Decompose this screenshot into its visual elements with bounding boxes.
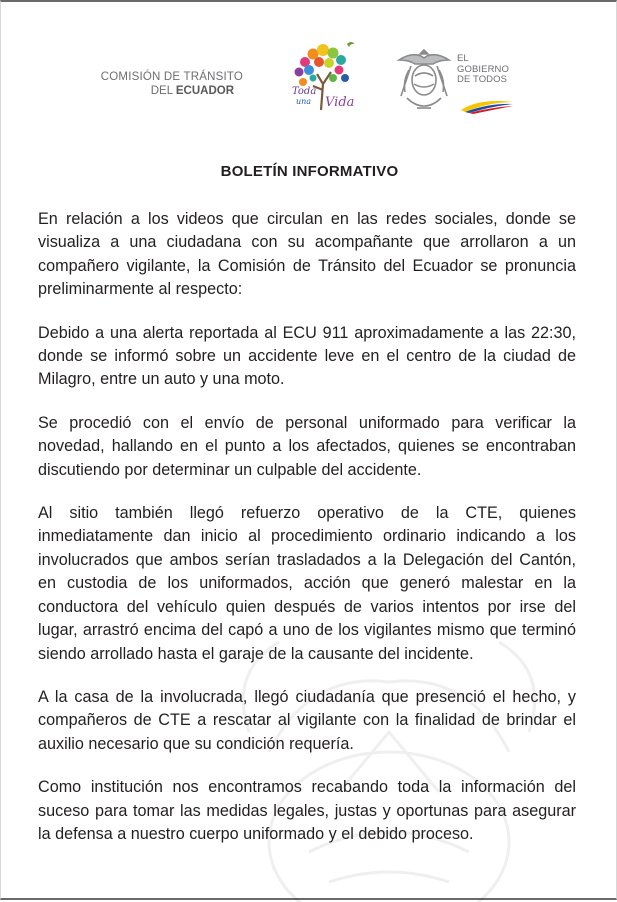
letterhead [1, 40, 617, 120]
tree-logo-text-una: una [296, 97, 312, 106]
cte-logo-line2-bold: ECUADOR [175, 85, 234, 97]
bulletin-body [38, 208, 576, 866]
paragraph: Al sitio también llegó refuerzo operativo de la CTE, quienes inmediatamente dan inicio al procedimiento ordinario indicando a los involucrados que ambos serían trasladados a la Delegación del Cantón, en custodia de los uniformados, acción que generó malestar en la conductora del vehículo quien después de varios intentos por irse del lugar, arrastró encima del capó a uno de los vigilantes mismo que terminó siendo arrollado hasta el garaje de la causante del incidente. [38, 504, 576, 663]
document-title: BOLETÍN INFORMATIVO [220, 163, 399, 180]
gob-line1: EL [457, 53, 469, 64]
paragraph: A la casa de la involucrada, llegó ciudadanía que presenció el hecho, y compañeros de CTE a rescatar al vigilante con la finalidad de brindar el auxilio necesario que su condición requería. [38, 687, 576, 753]
gobierno-de-todos-logo [457, 54, 527, 86]
cte-logo-line2-prefix: DEL [150, 85, 176, 97]
paragraph: Como institución nos encontramos recabando toda la información del suceso para tomar las medidas legales, justas y oportunas para asegurar la defensa a nuestro cuerpo uniformado y el debido proceso. [38, 778, 576, 843]
paragraph: En relación a los videos que circulan en las redes sociales, donde se visualiza a una ciudadana con su acompañante que arrollaron a un compañero vigilante, la Comisión de Tránsito del Ecuador se pronuncia preliminarmente al respecto: [38, 210, 576, 299]
gob-line3: DE TODOS [457, 74, 508, 85]
ecuador-coat-of-arms-icon [393, 46, 455, 114]
tree-logo-text-toda: Toda [292, 86, 317, 97]
cte-logo-line1: COMISIÓN DE TRÁNSITO [100, 71, 243, 83]
cte-logo [83, 70, 243, 98]
tree-logo-text-vida: Vida [325, 95, 355, 110]
gob-line2: GOBIERNO [457, 63, 510, 75]
paragraph: Se procedió con el envío de personal uniformado para verificar la novedad, hallando en el punto a los afectados, quienes se encontraban discutiendo por determinar un culpable del accidente. [38, 413, 576, 479]
toda-una-vida-tree-logo-icon [287, 40, 365, 112]
flag-swoosh-icon [459, 98, 515, 114]
cte-logo-line2 [83, 84, 234, 98]
paragraph: Debido a una alerta reportada al ECU 911 aproximadamente a las 22:30, donde se informó sobre un accidente leve en el centro de la ciudad de Milagro, entre un auto y una moto. [38, 323, 576, 389]
